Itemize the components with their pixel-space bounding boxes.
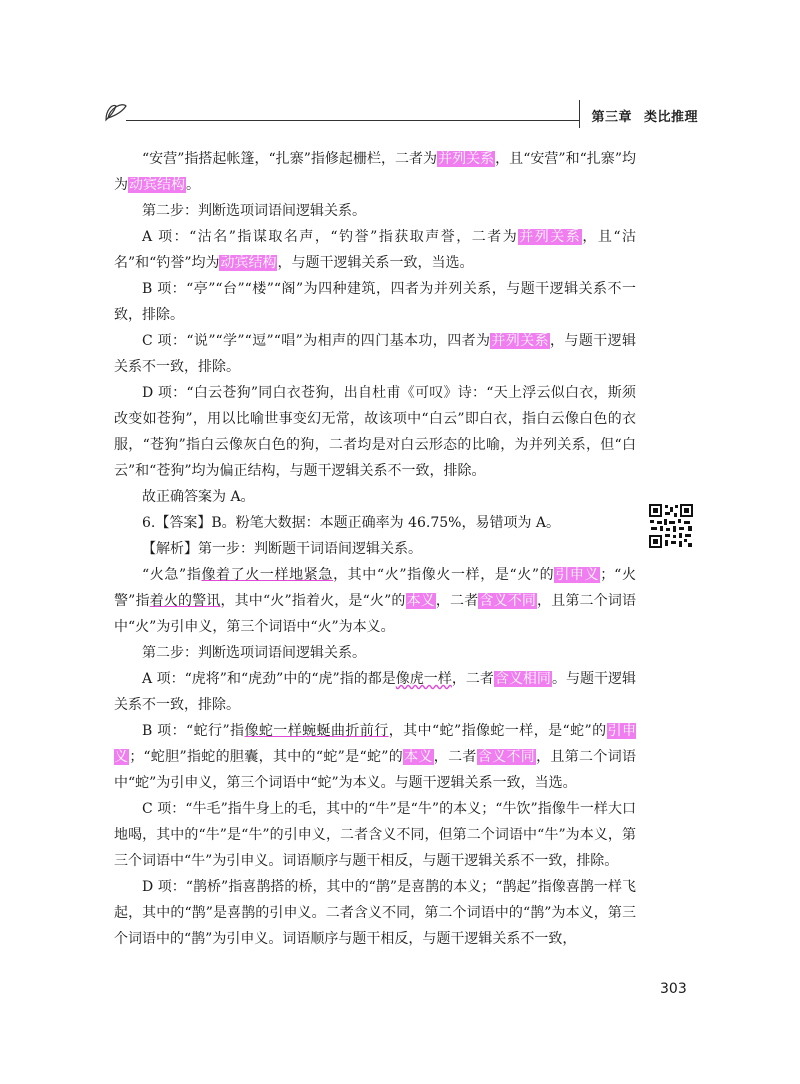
chapter-name: 类比推理 [643, 110, 698, 125]
text-run: B 项：“蛇行”指 [142, 723, 245, 739]
text-run: A 项：“虎将”和“虎劲”中的“虎”指的都是 [142, 671, 396, 687]
text-run: “火急”指 [142, 567, 202, 583]
text-run: D 项：“白云苍狗”同白衣苍狗，出自杜甫《可叹》诗：“天上浮云似白衣，斯须改变如苍狗”，用以比喻世事变幻无常，故该项中“白云”即白衣，指白云像白色的衣服，“苍狗”指白云像灰白色的狗，二者均是对白云形态的比喻，为并列关系，但“白云”和“苍狗”均为偏正结构，与题干逻辑关系不一致，排除。 [114, 385, 636, 479]
text-run: ，且“安营”和“扎寨”均为 [114, 151, 636, 193]
text-run: ，其中“蛇”指像蛇一样，是“蛇”的 [388, 723, 607, 739]
qr-code-icon[interactable] [648, 503, 694, 549]
highlighted-term: 含义不同 [477, 749, 536, 765]
text-run: 故正确答案为 A。 [142, 489, 255, 505]
highlighted-term: 含义不同 [479, 593, 537, 609]
text-run: ，二者 [435, 593, 479, 609]
highlighted-term: 本义 [406, 593, 435, 609]
paragraph [114, 328, 636, 380]
paragraph [114, 640, 636, 666]
paragraph [114, 536, 636, 562]
underlined-text: 像着了火一样地紧急 [201, 567, 334, 583]
chapter-number: 第三章 [591, 110, 632, 125]
paragraph [114, 198, 636, 224]
underlined-text: 像蛇一样蜿蜒曲折前行 [244, 723, 389, 739]
paragraph [114, 380, 636, 484]
text-run: ，且第二个词语中“蛇”为引申义，第三个词语中“蛇”为本义。与题干逻辑关系一致，当选。 [114, 749, 637, 791]
paragraph [114, 510, 636, 536]
highlighted-term: 含义相同 [494, 671, 551, 687]
paragraph [114, 718, 636, 796]
header-separator [579, 100, 580, 128]
highlighted-term: 并列关系 [438, 151, 495, 167]
page-header [102, 96, 698, 130]
paragraph [114, 224, 636, 276]
text-run: 【解析】第一步：判断题干词语间逻辑关系。 [142, 541, 422, 557]
text-run: ；“火警”指 [114, 567, 636, 609]
text-run: A 项：“沽名”指谋取名声，“钓誉”指获取声誉，二者为 [142, 229, 519, 245]
paragraph [114, 666, 636, 718]
highlighted-term: 引申义 [555, 567, 600, 583]
text-run: ，二者 [451, 671, 494, 687]
text-run: ，其中“火”指像火一样，是“火”的 [333, 567, 555, 583]
wavy-underlined-text: 像虎一样 [395, 671, 452, 687]
chapter-title [591, 106, 698, 125]
highlighted-term: 并列关系 [519, 229, 582, 245]
text-run: ，其中“火”指着火，是“火”的 [220, 593, 406, 609]
text-run: B 项：“亭”“台”“楼”“阁”为四种建筑，四者为并列关系，与题干逻辑关系不一致，排除。 [114, 281, 636, 323]
text-run: 。与题干逻辑关系不一致，排除。 [114, 671, 637, 713]
text-run: C 项：“说”“学”“逗”“唱”为相声的四门基本功，四者为 [142, 333, 491, 349]
header-rule [126, 120, 580, 121]
paragraph [114, 276, 636, 328]
underlined-text: 着火的警讯 [149, 593, 221, 609]
paragraph [114, 484, 636, 510]
highlighted-term: 动宾结构 [129, 177, 185, 193]
text-run: ，二者 [433, 749, 477, 765]
text-run: ，与题干逻辑关系一致，当选。 [277, 255, 474, 271]
highlighted-term: 引申义 [114, 723, 636, 765]
text-run: ，且“沽名”和“钓誉”均为 [114, 229, 636, 271]
text-run: 6.【答案】B。粉笔大数据：本题正确率为 46.75%，易错项为 A。 [142, 515, 561, 531]
paragraph [114, 146, 636, 198]
text-run: ；“蛇胆”指蛇的胆囊，其中的“蛇”是“蛇”的 [129, 749, 404, 765]
text-run: 第二步：判断选项词语间逻辑关系。 [142, 645, 366, 661]
paragraph [114, 874, 636, 952]
text-run: D 项：“鹊桥”指喜鹊搭的桥，其中的“鹊”是喜鹊的本义；“鹊起”指像喜鹊一样飞起，其中的“鹊”是喜鹊的引申义。二者含义不同，第二个词语中的“鹊”为本义，第三个词语中的“鹊”为引申义。词语顺序与题干相反，与题干逻辑关系不一致， [114, 879, 636, 947]
text-run: 。 [186, 177, 200, 193]
text-run: C 项：“牛毛”指牛身上的毛，其中的“牛”是“牛”的本义；“牛饮”指像牛一样大口地喝，其中的“牛”是“牛”的引申义，二者含义不同，但第二个词语中“牛”为本义，第三个词语中“牛”为引申义。词语顺序与题干相反，与题干逻辑关系不一致，排除。 [114, 801, 636, 869]
leaf-icon [102, 96, 132, 122]
text-run: ，且第二个词语中“火”为引申义，第三个词语中“火”为本义。 [114, 593, 637, 635]
paragraph [114, 562, 636, 640]
page-body [114, 146, 636, 952]
paragraph [114, 796, 636, 874]
highlighted-term: 本义 [404, 749, 433, 765]
text-run: 第二步：判断选项词语间逻辑关系。 [142, 203, 366, 219]
highlighted-term: 并列关系 [491, 333, 550, 349]
page-number: 303 [660, 981, 687, 997]
text-run: ，与题干逻辑关系不一致，排除。 [114, 333, 637, 375]
text-run: “安营”指搭起帐篷，“扎寨”指修起栅栏，二者为 [142, 151, 438, 167]
highlighted-term: 动宾结构 [220, 255, 277, 271]
